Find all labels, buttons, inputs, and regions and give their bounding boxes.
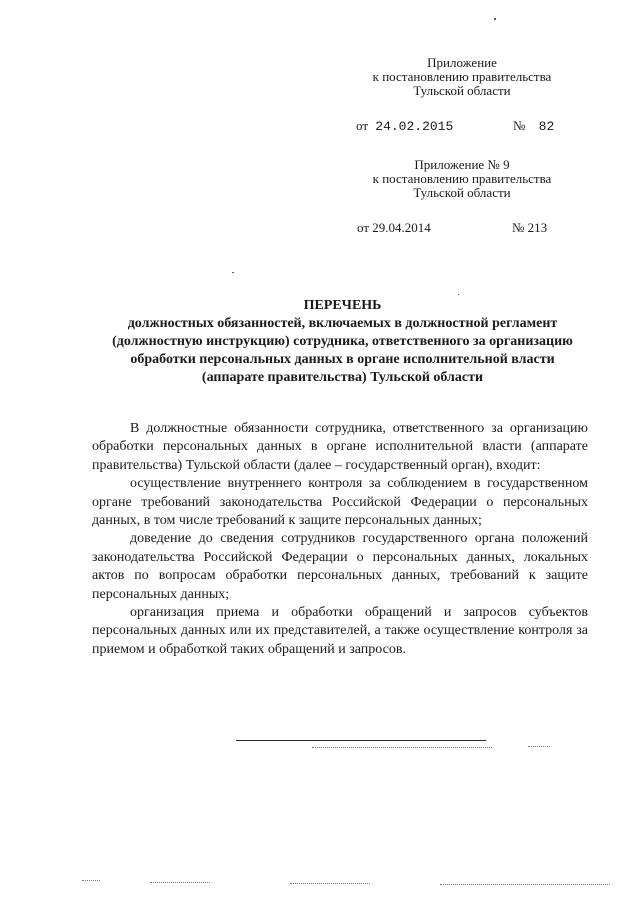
date-prefix: от bbox=[356, 118, 369, 133]
attachment-current-date-row bbox=[356, 118, 453, 134]
number-prefix: № bbox=[513, 118, 526, 133]
body-paragraph-3: доведение до сведения сотрудников государственного органа положений законодательства Российской Федерации о персональных данных, локальных актов по вопросам обработки персональных данных, требований к защите персональных данных; bbox=[92, 531, 588, 602]
scan-noise-dash bbox=[528, 746, 550, 748]
scan-noise-bottom bbox=[440, 884, 610, 886]
attachment-previous-line1: Приложение № 9 bbox=[414, 157, 510, 172]
document-body bbox=[92, 420, 588, 659]
attachment-previous-date: от 29.04.2014 bbox=[357, 220, 431, 235]
attachment-previous-line3: Тульской области bbox=[413, 185, 511, 200]
title-line-4: обработки персональных данных в органе исполнительной власти bbox=[130, 352, 555, 367]
scan-noise-line bbox=[312, 747, 492, 749]
attachment-current-number-row bbox=[513, 118, 554, 134]
scan-noise-bottom bbox=[290, 883, 370, 885]
scan-speck bbox=[458, 294, 459, 295]
title-line-3: (должностную инструкцию) сотрудника, ответственного за организацию bbox=[112, 334, 573, 349]
scan-speck bbox=[494, 18, 496, 20]
body-paragraph-1: В должностные обязанности сотрудника, ответственного за организацию обработки персональных данных в органе исполнительной власти (аппарате правительства) Тульской области (далее – государственный орган), входит: bbox=[92, 421, 588, 473]
attachment-current-line1: Приложение bbox=[427, 55, 497, 70]
attachment-current-line3: Тульской области bbox=[413, 83, 511, 98]
attachment-previous-line2: к постановлению правительства bbox=[372, 171, 552, 186]
attachment-current-header bbox=[352, 56, 572, 98]
title-line-5: (аппарате правительства) Тульской области bbox=[201, 370, 484, 385]
scan-noise-bottom bbox=[82, 880, 100, 882]
document-title bbox=[80, 297, 605, 387]
scan-noise-bottom bbox=[150, 882, 210, 884]
attachment-previous-header bbox=[352, 158, 572, 200]
body-paragraph-2: осуществление внутреннего контроля за соблюдением в государственном органе требований законодательства Российской Федерации о персональных данных, в том числе требований к защите персональных данных; bbox=[92, 476, 588, 529]
body-paragraph-4: организация приема и обработки обращений и запросов субъектов персональных данных или их представителей, а также осуществление контроля за приемом и обработкой таких обращений и запросов. bbox=[92, 605, 588, 657]
scan-speck bbox=[232, 272, 234, 273]
title-line-1: ПЕРЕЧЕНЬ bbox=[303, 298, 382, 313]
number-stamp: 82 bbox=[538, 119, 555, 134]
date-stamp: 24.02.2015 bbox=[375, 119, 454, 134]
title-line-2: должностных обязанностей, включаемых в должностной регламент bbox=[127, 316, 558, 331]
closing-rule bbox=[236, 740, 486, 741]
attachment-current-line2: к постановлению правительства bbox=[372, 69, 552, 84]
attachment-previous-number: № 213 bbox=[512, 220, 548, 235]
